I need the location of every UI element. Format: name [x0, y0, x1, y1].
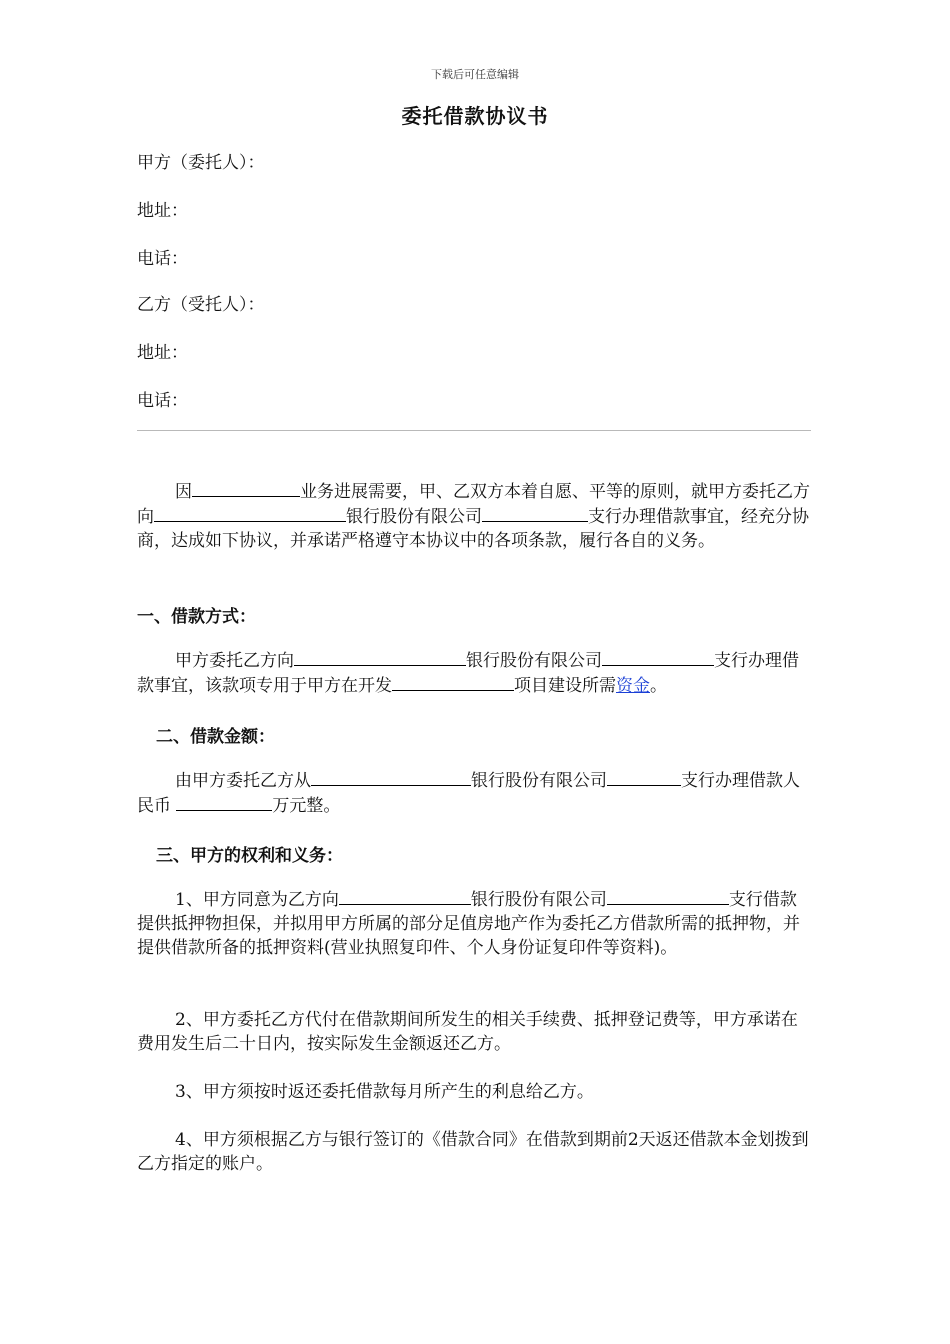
- blank-bank: [294, 648, 466, 666]
- section-1-paragraph: [137, 648, 813, 698]
- section-3-item-2: [137, 1008, 813, 1056]
- blank-branch: [482, 504, 588, 522]
- section-3-item-1: [137, 887, 813, 960]
- document-title: 委托借款协议书: [401, 104, 549, 128]
- blank-amount: [176, 793, 272, 811]
- sec3-text: 4、甲方须根据乙方与银行签订的《借款合同》在借款到期前2天返还借款本金划拨到乙方指定的账户。: [137, 1130, 809, 1174]
- blank-bank: [339, 887, 471, 905]
- section-2-paragraph: [137, 768, 813, 818]
- sec1-text: 支行办理借款事宜，该款项专用于甲方在开发: [137, 651, 799, 696]
- sec3-text: 2、甲方委托乙方代付在借款期间所发生的相关手续费、抵押登记费等，甲方承诺在费用发生后二十日内，按实际发生金额返还乙方。: [137, 1010, 798, 1054]
- sec3-text: 银行股份有限公司: [470, 890, 607, 910]
- separator-line: [137, 430, 811, 431]
- intro-text: 因: [175, 482, 192, 502]
- header-note: 下载后可任意编辑: [431, 68, 519, 81]
- section-1-heading: 一、借款方式：: [137, 607, 256, 627]
- section-2-heading: 二、借款金额：: [156, 727, 275, 747]
- party-b-address: 地址：: [137, 343, 188, 363]
- section-3-heading: 三、甲方的权利和义务：: [156, 846, 343, 866]
- blank-branch: [607, 887, 729, 905]
- intro-text: 银行股份有限公司: [346, 507, 482, 527]
- intro-paragraph: [137, 479, 813, 553]
- blank-bank: [154, 504, 346, 522]
- intro-text: 支行办理借款事宜，经充分协商，达成如下协议，并承诺严格遵守本协议中的各项条款，履行各自的义务。: [137, 507, 809, 551]
- blank-branch: [602, 648, 714, 666]
- party-a-label: 甲方（委托人）：: [137, 153, 265, 173]
- sec2-text: 由甲方委托乙方从: [175, 771, 311, 791]
- intro-text: 业务进展需要，甲、乙双方本着自愿、平等的原则，就甲方委托乙方向: [137, 482, 810, 527]
- blank-business: [192, 479, 300, 497]
- blank-branch: [607, 768, 681, 786]
- sec3-text: 1、甲方同意为乙方向: [175, 890, 339, 910]
- sec2-text: 支行办理借款人民币: [137, 771, 800, 816]
- party-b-phone: 电话：: [137, 391, 188, 411]
- sec3-text: 3、甲方须按时返还委托借款每月所产生的利息给乙方。: [175, 1082, 594, 1102]
- funds-link[interactable]: 资金: [616, 676, 650, 696]
- blank-project: [392, 673, 514, 691]
- sec3-text: 支行借款提供抵押物担保，并拟用甲方所属的部分足值房地产作为委托乙方借款所需的抵押物，并提供借款所备的抵押资料(营业执照复印件、个人身份证复印件等资料)。: [137, 890, 800, 958]
- party-a-phone: 电话：: [137, 249, 188, 269]
- sec1-text: 。: [650, 676, 667, 696]
- sec1-text: 甲方委托乙方向: [175, 651, 294, 671]
- sec1-text: 银行股份有限公司: [466, 651, 602, 671]
- party-a-address: 地址：: [137, 201, 188, 221]
- section-3-item-4: [137, 1128, 813, 1176]
- sec1-text: 项目建设所需: [514, 676, 616, 696]
- sec2-text: 万元整。: [272, 796, 341, 816]
- blank-bank: [311, 768, 471, 786]
- sec2-text: 银行股份有限公司: [471, 771, 607, 791]
- party-b-label: 乙方（受托人）：: [137, 295, 265, 315]
- section-3-item-3: [137, 1080, 813, 1104]
